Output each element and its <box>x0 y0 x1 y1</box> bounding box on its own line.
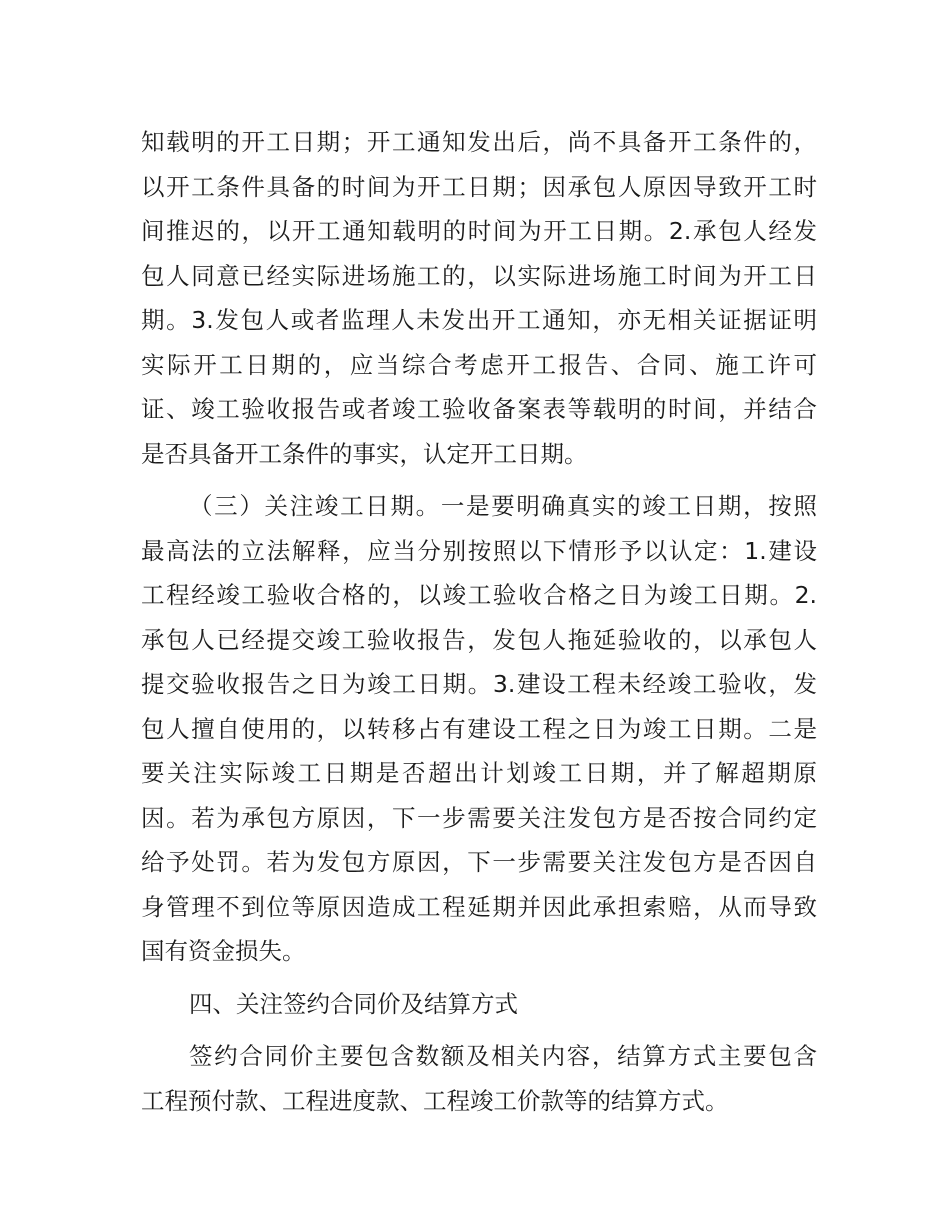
text-line: 国有资金损失。 <box>141 937 306 965</box>
text-line: 工程经竣工验收合格的，以竣工验收合格之日为竣工日期。2. <box>141 581 817 609</box>
text-line: 给予处罚。若为发包方原因，下一步需要关注发包方是否因自 <box>141 848 817 876</box>
text-line: 提交验收报告之日为竣工日期。3.建设工程未经竣工验收，发 <box>141 670 817 698</box>
text-line: 签约合同价主要包含数额及相关内容，结算方式主要包含 <box>189 1042 817 1070</box>
text-line: 以开工条件具备的时间为开工日期；因承包人原因导致开工时 <box>141 172 817 201</box>
section-heading: 四、关注签约合同价及结算方式 <box>189 989 518 1018</box>
text-line: 包人同意已经实际进场施工的，以实际进场施工时间为开工日 <box>141 261 817 290</box>
paragraph-start-date <box>141 120 817 476</box>
text-line: 因。若为承包方原因，下一步需要关注发包方是否按合同约定 <box>141 803 817 832</box>
paragraph-contract-price <box>141 1034 817 1123</box>
text-line: 实际开工日期的，应当综合考虑开工报告、合同、施工许可 <box>141 350 817 379</box>
text-line: 知载明的开工日期；开工通知发出后，尚不具备开工条件的， <box>141 128 817 156</box>
text-line: 证、竣工验收报告或者竣工验收备案表等载明的时间，并结合 <box>141 395 817 423</box>
text-line: 间推迟的，以开工通知载明的时间为开工日期。2.承包人经发 <box>141 217 817 245</box>
text-line: 工程预付款、工程进度款、工程竣工价款等的结算方式。 <box>141 1086 729 1115</box>
text-line: 身管理不到位等原因造成工程延期并因此承担索赔，从而导致 <box>141 892 817 921</box>
text-line: 期。3.发包人或者监理人未发出开工通知，亦无相关证据证明 <box>141 306 817 334</box>
text-line: 要关注实际竣工日期是否超出计划竣工日期，并了解超期原 <box>141 759 817 787</box>
section-heading-contract-price <box>141 982 817 1027</box>
text-line: 最高法的立法解释，应当分别按照以下情形予以认定：1.建设 <box>141 536 817 565</box>
text-line: 承包人已经提交竣工验收报告，发包人拖延验收的，以承包人 <box>141 625 817 654</box>
paragraph-completion-date <box>141 484 817 974</box>
text-line: （三）关注竣工日期。一是要明确真实的竣工日期，按照 <box>189 492 817 520</box>
text-line: 包人擅自使用的，以转移占有建设工程之日为竣工日期。二是 <box>141 714 817 743</box>
document-body <box>141 120 817 1123</box>
text-line: 是否具备开工条件的事实，认定开工日期。 <box>141 439 588 468</box>
